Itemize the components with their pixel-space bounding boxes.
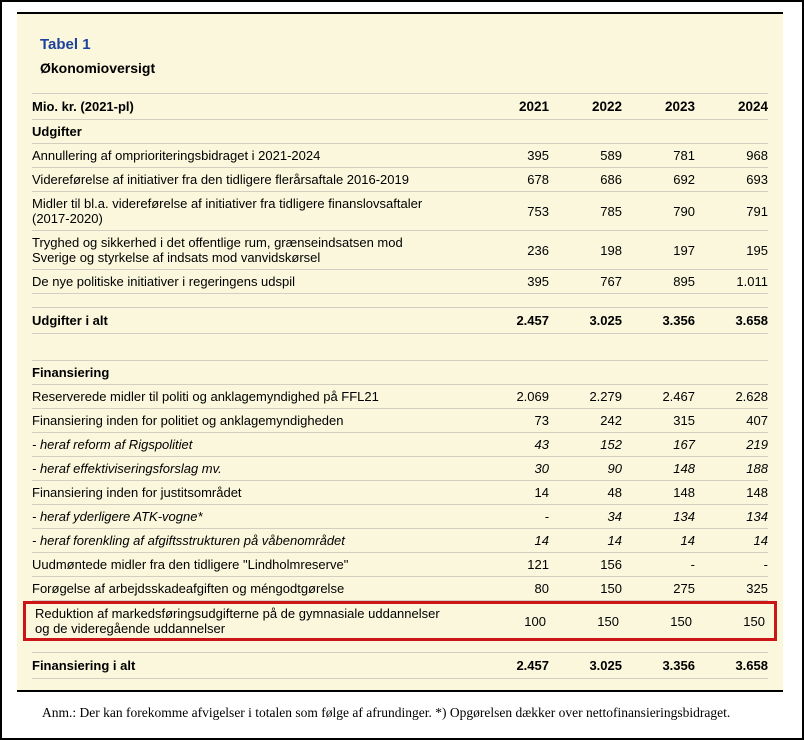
cell-value: 3.025 — [589, 658, 622, 673]
cell-value: 156 — [600, 557, 622, 572]
cell-value: 2.628 — [735, 389, 768, 404]
cell-value: 678 — [527, 172, 549, 187]
cell-value: 3.658 — [735, 313, 768, 328]
cell-value: 14 — [680, 533, 695, 548]
table-spacer — [32, 294, 768, 307]
row-label: De nye politiske initiativer i regeringens udspil — [32, 274, 296, 289]
table-row — [32, 505, 768, 529]
table-row — [32, 577, 768, 601]
row-label: Finansiering i alt — [32, 658, 136, 673]
cell-value: 197 — [673, 242, 695, 258]
cell-value: 3.658 — [735, 658, 768, 673]
cell-value: 148 — [673, 461, 695, 476]
cell-value: 2.457 — [516, 313, 549, 328]
cell-value: 3.356 — [662, 658, 695, 673]
year-header: 2021 — [518, 99, 549, 114]
table-row — [32, 231, 768, 270]
cell-value: 148 — [746, 485, 768, 500]
cell-value: 2.069 — [516, 389, 549, 404]
cell-value: 275 — [673, 581, 695, 596]
cell-value: 148 — [673, 485, 695, 500]
cell-value: 73 — [534, 413, 549, 428]
cell-value: 242 — [600, 413, 622, 428]
cell-value: 686 — [600, 172, 622, 187]
table-row — [32, 360, 768, 385]
cell-value: 236 — [527, 242, 549, 258]
table-row — [32, 457, 768, 481]
cell-value: 693 — [746, 172, 768, 187]
table-spacer — [32, 641, 768, 652]
table-row — [32, 433, 768, 457]
cell-value: 152 — [600, 437, 622, 452]
table-row — [32, 270, 768, 294]
cell-value: 195 — [746, 242, 768, 258]
cell-value: 188 — [746, 461, 768, 476]
cell-value: 134 — [746, 509, 768, 524]
row-label: Midler til bl.a. videreførelse af initiativer fra tidligere finanslovsaftaler (2017-2020) — [32, 196, 423, 226]
table-row — [32, 120, 768, 144]
cell-value: 790 — [673, 203, 695, 219]
cell-value: 121 — [527, 557, 549, 572]
cell-value: 692 — [673, 172, 695, 187]
cell-value: 407 — [746, 413, 768, 428]
table-spacer — [32, 334, 768, 360]
table-row — [32, 168, 768, 192]
cell-value: 43 — [534, 437, 549, 452]
cell-value: 219 — [746, 437, 768, 452]
cell-value: - — [763, 557, 768, 572]
cell-value: 781 — [673, 148, 695, 163]
cell-value: 325 — [746, 581, 768, 596]
row-label: Udgifter — [32, 124, 82, 139]
year-header: 2023 — [664, 99, 695, 114]
table-row — [32, 307, 768, 334]
table-row — [32, 192, 768, 231]
table-row — [32, 144, 768, 168]
cell-value: 1.011 — [736, 274, 768, 289]
cell-value: 3.025 — [589, 313, 622, 328]
row-label: Tryghed og sikkerhed i det offentlige rum, grænseindsatsen mod Sverige og styrkelse af indsats mod vanvidskørsel — [32, 235, 403, 265]
table-row — [32, 409, 768, 433]
row-label: Finansiering inden for justitsområdet — [32, 485, 242, 500]
table-label: Tabel 1 — [40, 36, 91, 53]
table-row — [32, 385, 768, 409]
cell-value: 2.467 — [662, 389, 695, 404]
cell-value: 2.457 — [516, 658, 549, 673]
cell-value: 150 — [597, 613, 619, 629]
table-footnote: Anm.: Der kan forekomme afvigelser i totalen som følge af afrundinger. *) Opgørelsen dækker over nettofinansieringsbidraget. — [42, 705, 731, 720]
cell-value: 80 — [534, 581, 549, 596]
cell-value: 785 — [600, 203, 622, 219]
table-row — [32, 553, 768, 577]
row-label: Udgifter i alt — [32, 313, 108, 328]
cell-value: 150 — [600, 581, 622, 596]
table-header-row — [32, 93, 768, 120]
table-row — [32, 652, 768, 679]
row-label: Uudmøntede midler fra den tidligere "Lindholmreserve" — [32, 557, 349, 572]
cell-value: 3.356 — [662, 313, 695, 328]
row-label: Finansiering inden for politiet og anklagemyndigheden — [32, 413, 344, 428]
row-label: Reserverede midler til politi og anklagemyndighed på FFL21 — [32, 389, 379, 404]
cell-value: 14 — [753, 533, 768, 548]
cell-value: 134 — [673, 509, 695, 524]
cell-value: 14 — [607, 533, 622, 548]
cell-value: 395 — [527, 148, 549, 163]
cell-value: 48 — [607, 485, 622, 500]
row-label: Finansiering — [32, 365, 110, 380]
cell-value: 30 — [534, 461, 549, 476]
cell-value: 198 — [600, 242, 622, 258]
table-panel — [17, 12, 783, 692]
year-header: 2024 — [737, 99, 768, 114]
table-row — [23, 601, 777, 641]
cell-value: 90 — [607, 461, 622, 476]
cell-value: 791 — [746, 203, 768, 219]
cell-value: 315 — [673, 413, 695, 428]
row-label: - heraf effektiviseringsforslag mv. — [32, 461, 222, 476]
row-label: Annullering af omprioriteringsbidraget i 2021-2024 — [32, 148, 321, 163]
cell-value: 968 — [746, 148, 768, 163]
cell-value: 767 — [600, 274, 622, 289]
cell-value: 14 — [534, 485, 549, 500]
cell-value: 34 — [607, 509, 622, 524]
table-row — [32, 529, 768, 553]
row-label: Videreførelse af initiativer fra den tidligere flerårsaftale 2016-2019 — [32, 172, 409, 187]
row-label: Forøgelse af arbejdsskadeafgiften og méngodtgørelse — [32, 581, 345, 596]
cell-value: 895 — [673, 274, 695, 289]
row-label: Reduktion af markedsføringsudgifterne på de gymnasiale uddannelser og de videregående uddannelser — [35, 606, 440, 636]
row-label: - heraf reform af Rigspolitiet — [32, 437, 193, 452]
cell-value: 167 — [673, 437, 695, 452]
cell-value: 589 — [600, 148, 622, 163]
cell-value: 395 — [527, 274, 549, 289]
table-row — [32, 481, 768, 505]
cell-value: 100 — [524, 613, 546, 629]
cell-value: 150 — [743, 613, 765, 629]
cell-value: 2.279 — [589, 389, 622, 404]
row-label: - heraf forenkling af afgiftsstrukturen på våbenområdet — [32, 533, 345, 548]
unit-label: Mio. kr. (2021-pl) — [32, 99, 134, 114]
cell-value: 753 — [527, 203, 549, 219]
budget-table — [32, 93, 768, 679]
cell-value: - — [690, 557, 695, 572]
cell-value: - — [544, 509, 549, 524]
year-header: 2022 — [591, 99, 622, 114]
table-title: Økonomioversigt — [40, 60, 156, 76]
row-label: - heraf yderligere ATK-vogne* — [32, 509, 203, 524]
cell-value: 14 — [534, 533, 549, 548]
cell-value: 150 — [670, 613, 692, 629]
